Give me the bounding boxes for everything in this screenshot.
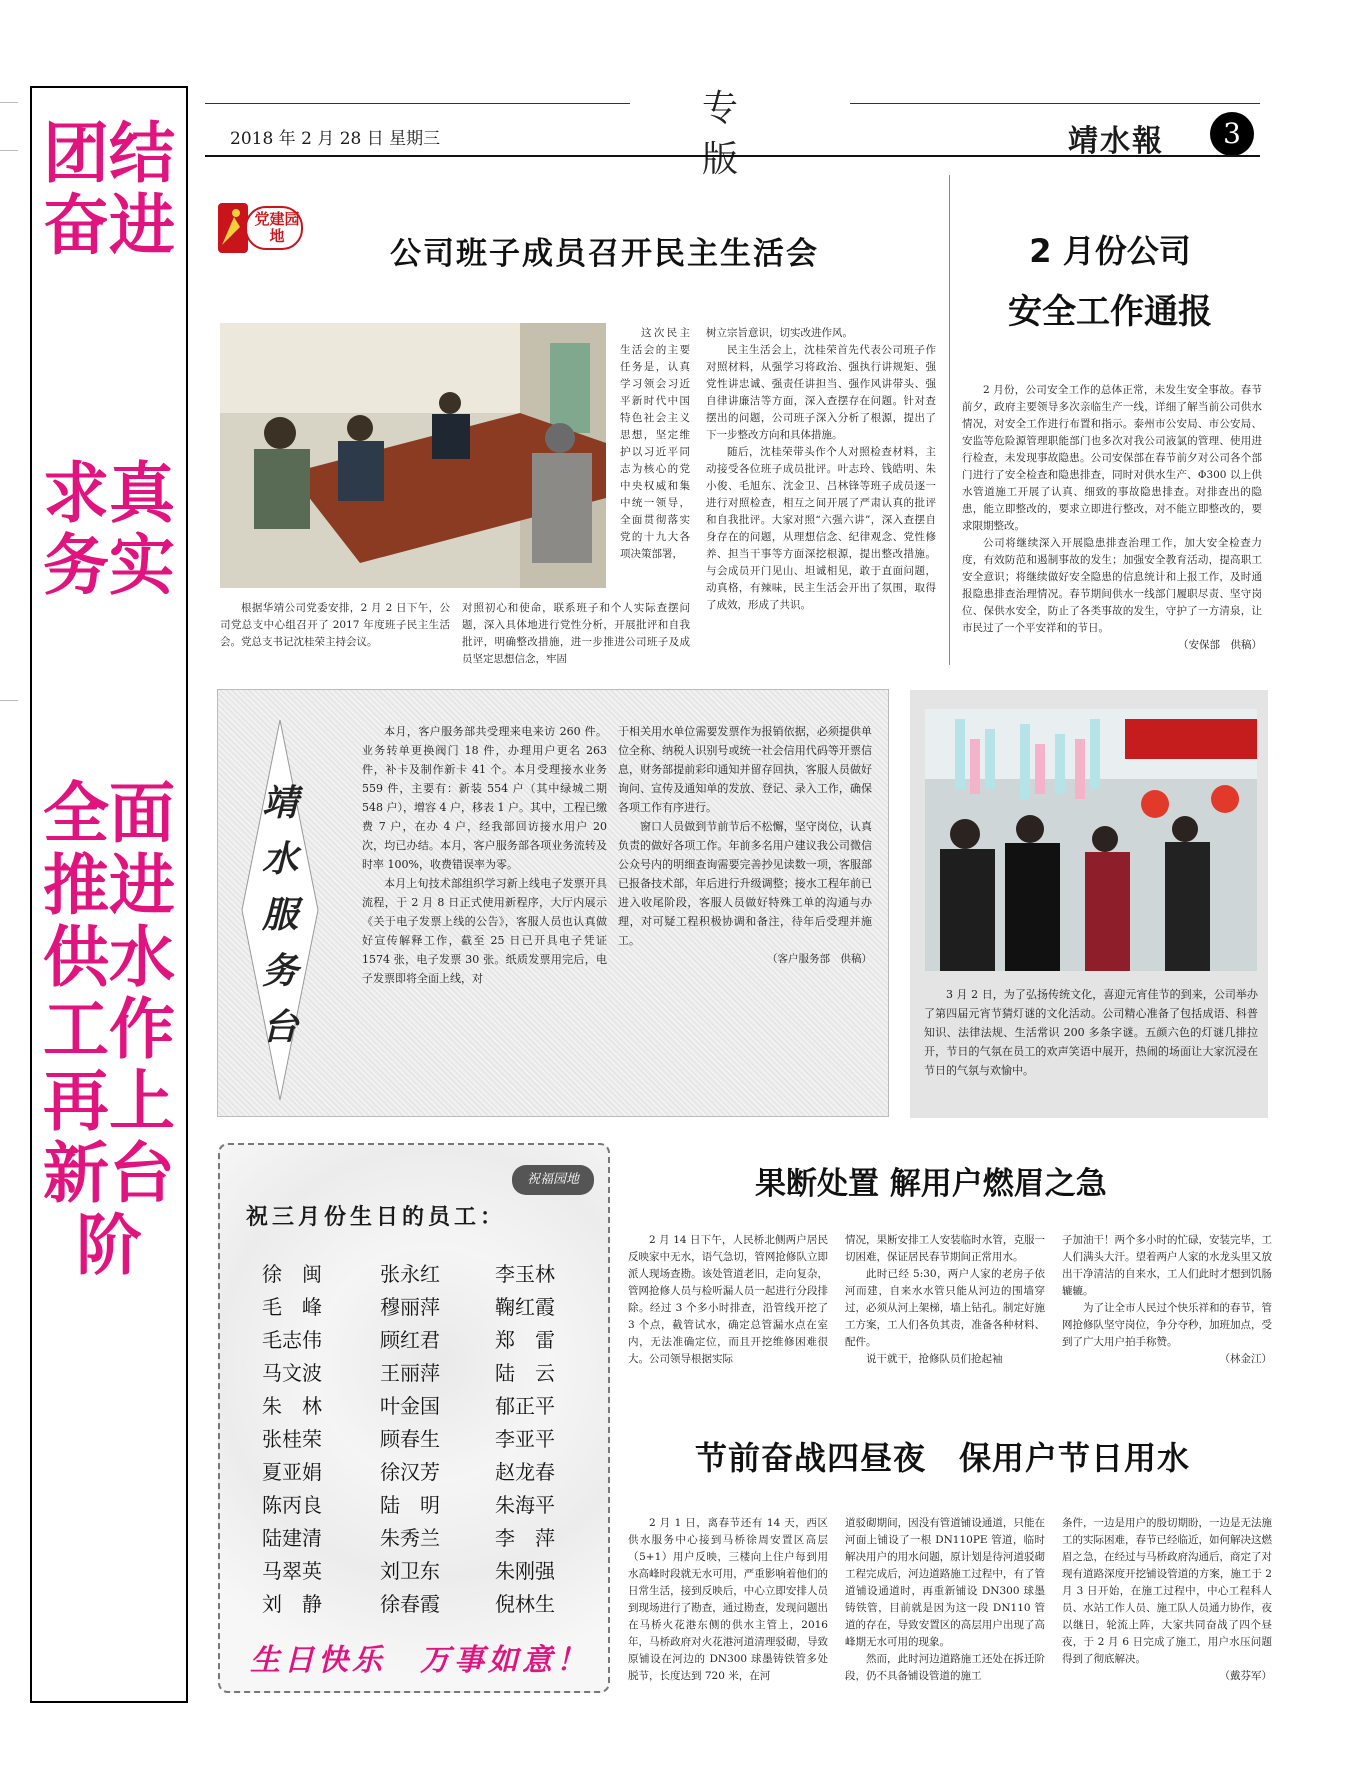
article-text: 子加油干！两个多小时的忙碌，安装完毕，工人们满头大汗。望着两户人家的水龙头里又放出干净清洁的自来水，工人们此时才想到饥肠辘辘。 为了让全市人民过个快乐祥和的春节，管网抢修队坚守岗位，争分夺秒，加班加点，受到了广大用户拍手称赞。 （林金江） — [1062, 1232, 1272, 1368]
article-text: 2 月份，公司安全工作的总体正常，未发生安全事故。春节前夕，政府主要领导多次亲临生产一线，详细了解当前公司供水情况，对安全工作进行布置和指示。泰州市公安局、市公安局、安监等危险源管理职能部门也多次对我公司液氯的管理、使用进行检查，未发现事故隐患。公司安保部在春节前夕对公司各个部门进行了安全检查和隐患排查，同时对供水生产、Φ300 以上供水管道施工开展了认真、细致的事故隐患排查。对排查出的隐患，能立即整改的，要求立即进行整改，对不能立即整改的，要求限期整改。 公司将继续深入开展隐患排查治理工作，加大安全检查力度，有效防范和遏制事故的发生；加强安全教育活动，提高职工安全意识；将继续做好安全隐患的信息统计和上报工作，及时通报隐患排查治理情况。春节期间供水一线部门履职尽责、坚守岗位、保供水安全，防止了各类事故的发生，守护了一方清泉，让市民过了一个平安祥和的节日。 （安保部 供稿） — [962, 382, 1262, 654]
article-text: 对照初心和使命，联系班子和个人实际查摆问题，深入具体地进行党性分析，开展批评和自我批评，明确整改措施，进一步推进公司班子及成员坚定思想信念，牢固 — [462, 602, 690, 665]
article-title: 公司班子成员召开民主生活会 — [390, 236, 819, 272]
article-title: 节前奋战四昼夜 保用户节日用水 — [695, 1439, 1191, 1477]
header-underline — [205, 155, 1260, 157]
birthday-name: 鞠红霞 — [495, 1295, 555, 1319]
birthday-name: 王丽萍 — [380, 1361, 440, 1385]
article-text: 树立宗旨意识，切实改进作风。 民主生活会上，沈桂荣首先代表公司班子作对照材料，从强学习将政治、强执行讲规矩、强党性讲忠诚、强责任讲担当、强作风讲带头、强自律讲廉洁等方面，深入查摆存在问题。针对查摆出的问题，公司班子深入分析了根源，提出了下一步整改方向和具体措施。 随后，沈桂荣带头作个人对照检查材料，主动接受各位班子成员批评。叶志玲、钱皓明、朱小俊、毛旭东、沈金卫、吕林锋等班子成员逐一进行对照检查，相互之间开展了严肃认真的批评和自我批评。大家对照“六强六讲”，深入查摆自身存在的问题，从理想信念、纪律观念、党性修养、担当干事等方面深挖根源，提出整改措施。与会成员开门见山、坦诚相见，敢于直面问题，动真格，有辣味，民主生活会开出了氛围，取得了成效，形成了共识。 — [706, 327, 936, 611]
header-rule — [850, 103, 1260, 104]
birthday-name: 叶金国 — [380, 1394, 440, 1418]
birthday-name: 郁正平 — [495, 1394, 555, 1418]
lantern-festival-photo — [925, 709, 1257, 971]
paper-name: 靖水報 — [1068, 124, 1164, 159]
article-title: 安全工作通报 — [1008, 292, 1212, 332]
page-number: 3 — [1210, 112, 1254, 156]
birthday-name: 张桂荣 — [262, 1427, 322, 1451]
service-title: 靖水服务台 — [261, 782, 298, 1048]
photo-caption: 3 月 2 日，为了弘扬传统文化，喜迎元宵佳节的到来，公司举办了第四届元宵节猜灯谜的文化活动。公司精心准备了包括成语、科普知识、法律法规、生活常识 200 多条字谜。五颜六色的灯谜几排拉开，节日的气氛在员工的欢声笑语中展开，热闹的场面让大家沉浸在节日的气氛与欢愉中。 — [924, 988, 1258, 1077]
article-title: 果断处置 解用户燃眉之急 — [755, 1166, 1107, 1202]
article-text: 2 月 14 日下午，人民桥北侧两户居民反映家中无水，语气急切，管网抢修队立即派人现场查勘。该处管道老旧，走向复杂，管网抢修人员与检听漏人员一起进行分段排除。经过 3 个多小时排查，沿管线开挖了 3 个点，截管试水，确定总管漏水点在室内，无法准确定位，而且开挖维修困难很大。公司领导根据实际 — [628, 1234, 828, 1365]
birthday-name: 赵龙春 — [495, 1460, 555, 1484]
birthday-name: 朱秀兰 — [380, 1526, 440, 1550]
birthday-wish: 生日快乐 万事如意！ — [250, 1643, 590, 1678]
birthday-name: 马文波 — [262, 1361, 322, 1385]
article-signature: （戴芬军） — [1219, 1670, 1272, 1682]
birthday-name: 毛 峰 — [262, 1295, 322, 1319]
article-text: 情况，果断安排工人安装临时水管，克服一切困难，保证居民春节期间正常用水。 此时已经 5:30，两户人家的老房子依河而建，自来水水管只能从河边的围墙穿过，必须从河上架梯，墙上钻孔。制定好施工方案，工人们各负其责，准备各种材料、配件。 说干就干，抢修队员们抢起袖 — [845, 1234, 1045, 1365]
article-text: 2 月 1 日，离春节还有 14 天，西区供水服务中心接到马桥徐周安置区高层（5+1）用户反映，三楼向上住户每到用水高峰时段就无水可用，严重影响着他们的日常生活，接到反映后，中心立即安排人员到现场进行了勘查，通过勘查，发现问题出在马桥火花港东侧的供水主管上，2016 年，马桥政府对火花港河道清理驳砌，导致原铺设在河边的 DN300 球墨铸铁管多处脱节，长度达到 720 米，在河 — [628, 1517, 828, 1682]
birthday-name: 朱刚强 — [495, 1559, 555, 1583]
birthday-name: 顾春生 — [380, 1427, 440, 1451]
service-text: 于相关用水单位需要发票作为报销依据，必须提供单位全称、纳税人识别号或统一社会信用代码等开票信息，财务部提前彩印通知并留存回执，客服人员做好询问、宣传及通知单的发放、登记、录入工作，确保各项工作有序进行。 窗口人员做到节前节后不松懈，坚守岗位，认真负责的做好各项工作。年前多名用户建议我公司微信公众号内的明细查询需要完善抄见读数一项，客服部已报备技术部，年后进行升级调整；接水工程年前已进入收尾阶段，客服人员做好特殊工单的沟通与办理，对可疑工程积极协调和备注，待年后受理并施工。 （客户服务部 供稿） — [618, 722, 872, 969]
issue-date: 2018 年 2 月 28 日 星期三 — [230, 129, 441, 149]
birthday-name: 陆 云 — [495, 1361, 555, 1385]
birthday-name: 张永红 — [380, 1262, 440, 1286]
slogan-line-1: 团结奋进 — [43, 115, 175, 264]
badge-label: 党建园地 — [254, 210, 300, 245]
article-text: 根据华靖公司党委安排，2 月 2 日下午，公司党总支中心组召开了 2017 年度班子民主生活会。党总支书记沈桂荣主持会议。 — [220, 602, 450, 648]
birthday-name: 马翠英 — [262, 1559, 322, 1583]
slogan-line-3: 全面推进供水工作再上新台阶 — [43, 775, 175, 1284]
birthday-name: 李玉林 — [495, 1262, 555, 1286]
article-signature: （安保部 供稿） — [1178, 639, 1262, 651]
birthday-name: 朱海平 — [495, 1493, 555, 1517]
article-signature: （林金江） — [1219, 1353, 1272, 1365]
previous-page-edge — [0, 0, 18, 1789]
blessing-tag: 祝福园地 — [512, 1165, 594, 1195]
service-text: 本月，客户服务部共受理来电来访 260 件。业务转单更换阀门 18 件，办理用户更名 263 件，补卡及制作新卡 41 个。本月受理接水业务 559 件，主要有：新装 554 户（其中绿城二期 548 户），增容 4 户，移表 1 户。其中，工程已缴费 7 户，在办 4 户，经我部回访接水用户 20 次，均已办结。本月，客户服务部各项业务流转及时率 100%，收费错误率为零。 本月上旬技术部组织学习新上线电子发票开具流程，于 2 月 8 日正式使用新程序，大厅内展示《关于电子发票上线的公告》，客服人员也认真做好宣传解释工作，截至 25 日已开具电子凭证 1574 张，电子发票 30 张。纸质发票用完后，电子发票即将全面上线，对 — [362, 725, 607, 985]
article-title: 2 月份公司 — [1029, 232, 1191, 270]
birthday-name: 刘卫东 — [380, 1559, 440, 1583]
birthday-name: 陆 明 — [380, 1493, 440, 1517]
birthday-name: 刘 静 — [262, 1592, 322, 1616]
birthday-name: 李 萍 — [495, 1526, 555, 1550]
birthday-name: 徐 闽 — [262, 1262, 322, 1286]
birthday-name: 李亚平 — [495, 1427, 555, 1451]
slogan-box — [30, 86, 188, 1703]
meeting-photo — [220, 323, 606, 588]
service-signature: （客户服务部 供稿） — [767, 953, 872, 965]
birthday-name: 穆丽萍 — [380, 1295, 440, 1319]
column-divider — [949, 175, 950, 665]
header-rule — [205, 103, 630, 104]
birthday-title: 祝三月份生日的员工： — [246, 1204, 507, 1230]
article-text: 这次民主生活会的主要任务是，认真学习领会习近平新时代中国特色社会主义思想，坚定维护以习近平同志为核心的党中央权威和集中统一领导，全面贯彻落实党的十九大各项决策部署， — [620, 327, 690, 560]
birthday-name: 夏亚娟 — [262, 1460, 322, 1484]
birthday-name: 徐汉芳 — [380, 1460, 440, 1484]
party-building-badge — [216, 197, 304, 257]
birthday-name: 陈丙良 — [262, 1493, 322, 1517]
article-text: 条件，一边是用户的殷切期盼，一边是无法施工的实际困难，春节已经临近，如何解决这燃眉之急，在经过与马桥政府沟通后，商定了对现有道路深度开挖铺设管道的方案，施工于 2 月 3 日开始，在施工过程中，中心工程科人员、水站工作人员、施工队人员通力协作，夜以继日，轮流上阵，大家共同奋战了四个昼夜，于 2 月 6 日完成了施工，用户水压问题得到了彻底解决。 （戴芬军） — [1062, 1515, 1272, 1685]
slogan-line-2: 求真务实 — [43, 455, 175, 604]
birthday-name: 朱 林 — [262, 1394, 322, 1418]
birthday-name: 郑 雷 — [495, 1328, 555, 1352]
birthday-name: 徐春霞 — [380, 1592, 440, 1616]
section-title: 专 版 — [701, 88, 778, 180]
article-text: 道驳砌期间，因没有管道铺设通道，只能在河面上铺设了一根 DN110PE 管道，临时解决用户的用水问题，原计划是待河道驳砌工程完成后，河边道路施工过程中，有了管道铺设通道时，再重新铺设 DN300 球墨铸铁管，目前就是因为这一段 DN110 管道的存在，导致安置区的高层用户出现了高峰期无水可用的现象。 然而，此时河边道路施工还处在拆迁阶段，仍不具备铺设管道的施工 — [845, 1517, 1045, 1682]
birthday-name: 毛志伟 — [262, 1328, 322, 1352]
birthday-name: 陆建清 — [262, 1526, 322, 1550]
birthday-name: 倪林生 — [495, 1592, 555, 1616]
birthday-name: 顾红君 — [380, 1328, 440, 1352]
